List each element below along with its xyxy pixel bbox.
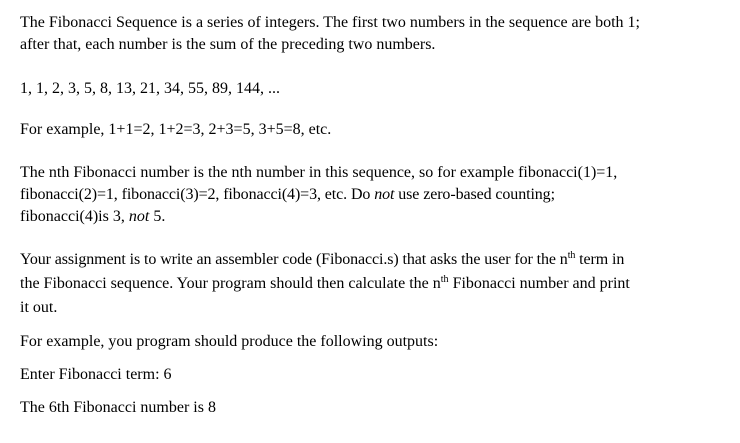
nth-line-2-emphasis: not <box>374 186 395 203</box>
nth-line-1: The nth Fibonacci number is the nth number in this sequence, so for example fibonacci(1)=1, <box>20 164 618 181</box>
document-body <box>20 12 728 419</box>
assignment-line-2-superscript: th <box>440 274 449 285</box>
sequence-text: 1, 1, 2, 3, 5, 8, 13, 21, 34, 55, 89, 144, ... <box>20 80 280 97</box>
intro-line-2: after that, each number is the sum of the preceding two numbers. <box>20 36 436 53</box>
assignment-line-1 <box>20 251 624 268</box>
assignment-paragraph <box>20 248 728 320</box>
nth-paragraph <box>20 162 728 228</box>
assignment-line-3: it out. <box>20 299 58 316</box>
result-output-text: The 6th Fibonacci number is 8 <box>20 399 216 416</box>
nth-line-3 <box>20 208 165 225</box>
nth-line-2-end: use zero-based counting; <box>394 186 555 203</box>
sequence-paragraph <box>20 78 728 100</box>
nth-line-2-start: fibonacci(2)=1, fibonacci(3)=2, fibonacci(4)=3, etc. Do <box>20 186 375 203</box>
prompt-output-text: Enter Fibonacci term: 6 <box>20 366 172 383</box>
assignment-line-1-end: term in <box>575 251 625 268</box>
assignment-line-1-start: Your assignment is to write an assembler code (Fibonacci.s) that asks the user for the n <box>20 251 568 268</box>
example-outputs-text: For example, you program should produce the following outputs: <box>20 333 439 350</box>
nth-line-2 <box>20 186 555 203</box>
nth-line-3-start: fibonacci(4)is 3, <box>20 208 129 225</box>
assignment-line-2 <box>20 275 630 292</box>
assignment-line-1-superscript: th <box>567 250 576 261</box>
nth-line-3-end: 5. <box>149 208 166 225</box>
assignment-line-2-start: the Fibonacci sequence. Your program should then calculate the n <box>20 275 441 292</box>
example-sums-paragraph <box>20 119 728 141</box>
assignment-line-2-end: Fibonacci number and print <box>448 275 630 292</box>
example-outputs-paragraph <box>20 331 728 353</box>
intro-line-1: The Fibonacci Sequence is a series of integers. The first two numbers in the sequence are both 1; <box>20 14 640 31</box>
nth-line-3-emphasis: not <box>128 208 150 225</box>
result-output-line <box>20 397 728 419</box>
intro-paragraph <box>20 12 728 56</box>
example-sums-text: For example, 1+1=2, 1+2=3, 2+3=5, 3+5=8, etc. <box>20 121 332 138</box>
prompt-output-line <box>20 364 728 386</box>
